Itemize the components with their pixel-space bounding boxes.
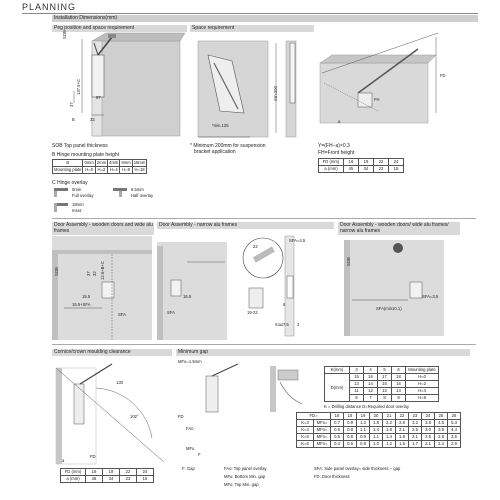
legend-sfa: SFA: Side panel overlay= side thickness − gap bbox=[314, 466, 401, 471]
cornice-cell: 19 bbox=[103, 469, 120, 476]
door-wood-37: 37 bbox=[86, 271, 91, 276]
c-inset-mm: 18mm bbox=[72, 202, 84, 207]
k-d-label: D(mm) bbox=[325, 374, 350, 402]
gap-cell: 1.7 bbox=[409, 441, 422, 448]
cornice-130: 130 bbox=[116, 380, 123, 385]
door-narrow-2: 2 bbox=[297, 322, 300, 327]
gap-cell: 2.5 bbox=[409, 427, 422, 434]
door-narrow-155: 15.5 bbox=[183, 294, 192, 299]
panel-header-door-narrow: Door Assembly - narrow alu frames bbox=[157, 222, 334, 229]
peg-dim-137: 137.5+C bbox=[76, 79, 81, 95]
b-cell: 9mm bbox=[121, 160, 131, 165]
formula-cell: 15 bbox=[389, 166, 404, 173]
gap-cell: 1.1 bbox=[370, 434, 383, 441]
k-cell: 12 bbox=[364, 388, 378, 395]
section-header-install: Installation Dimensions(mm) bbox=[52, 15, 478, 22]
b-cell: H=2 bbox=[95, 167, 107, 174]
k-cell: H=0 bbox=[406, 374, 439, 381]
cornice-drawing bbox=[52, 358, 170, 466]
door-wood2-drawing bbox=[338, 236, 458, 340]
gap-cell: K=4 bbox=[297, 427, 314, 434]
cornice-cell: FD (mm) bbox=[61, 469, 86, 476]
gap-cell: 0.6 bbox=[344, 441, 357, 448]
mingap-mfo: MFo=1.5mm bbox=[178, 359, 202, 364]
panel-header-space: Space requirement bbox=[190, 25, 314, 32]
gap-cell: 0.9 bbox=[344, 420, 357, 427]
k-cell: 7 bbox=[364, 395, 378, 402]
k-cell: H=9 bbox=[406, 395, 439, 402]
panel-header-door-wood2: Door Assembly - wooden doors/ wide alu frames/ narrow alu frames bbox=[338, 222, 460, 235]
gap-table-row bbox=[297, 434, 461, 441]
gap-cell: FD= bbox=[297, 413, 331, 420]
gap-cell: 25 bbox=[435, 413, 448, 420]
b-cell: H=4 bbox=[108, 167, 120, 174]
gap-cell: 24 bbox=[422, 413, 435, 420]
gap-cell: 0.7 bbox=[331, 420, 344, 427]
door-wood-sob: SOB bbox=[54, 267, 59, 276]
space-min200: min.200 bbox=[273, 86, 278, 101]
front-a: a bbox=[338, 119, 341, 124]
legend-mfu: MFu: Bottom Min. gap bbox=[224, 474, 266, 479]
mingap-fd: FD bbox=[178, 414, 184, 419]
gap-cell: 20 bbox=[370, 413, 383, 420]
k-cell: 18 bbox=[392, 374, 406, 381]
k-cell: 16 bbox=[364, 374, 378, 381]
formula-cell: 23 bbox=[374, 166, 389, 173]
gap-cell: 1.2 bbox=[383, 441, 396, 448]
gap-table bbox=[296, 412, 461, 448]
k-cell: 13 bbox=[350, 381, 364, 388]
peg-dim-37: 37 bbox=[69, 102, 74, 107]
space-diagram bbox=[190, 33, 312, 141]
cornice-diagram bbox=[52, 358, 170, 466]
gap-cell: 2.9 bbox=[435, 434, 448, 441]
b-cell: 18mm bbox=[133, 160, 146, 165]
door-wood-sfa: 15.5+SFA bbox=[72, 302, 91, 307]
formula-fh: FH=Front height bbox=[318, 150, 355, 156]
k-table bbox=[324, 366, 439, 402]
k-cell: 4 bbox=[364, 367, 378, 374]
cornice-a: a bbox=[62, 458, 65, 463]
k-cell: 11 bbox=[350, 388, 364, 395]
gap-cell: 23 bbox=[409, 413, 422, 420]
b-cell: 0mm bbox=[84, 160, 94, 165]
formula-cell: 24 bbox=[389, 159, 404, 166]
gap-cell: 1.8 bbox=[396, 434, 409, 441]
gap-cell: 26 bbox=[448, 413, 461, 420]
gap-cell: 5.3 bbox=[448, 420, 461, 427]
gap-table-header bbox=[297, 413, 461, 420]
gap-cell: 2.6 bbox=[396, 420, 409, 427]
mingap-drawing bbox=[178, 364, 318, 412]
door-wood-155: 15.5 bbox=[82, 294, 91, 299]
peg-sob-label: SOB bbox=[62, 30, 67, 39]
gap-cell: 3.5 bbox=[435, 427, 448, 434]
k-cell: H=2 bbox=[406, 381, 439, 388]
door-wood2-sfa35: SFA=3.5 bbox=[422, 294, 439, 299]
gap-cell: 0.8 bbox=[344, 427, 357, 434]
gap-cell: 2.1 bbox=[409, 434, 422, 441]
gap-cell: K=6 bbox=[297, 441, 314, 448]
formula-cell: 45 bbox=[344, 166, 359, 173]
formula-table-row bbox=[319, 166, 404, 173]
b-cell: 2mm bbox=[96, 160, 107, 165]
cornice-cell: 23 bbox=[120, 476, 137, 483]
k-cell: 17 bbox=[378, 374, 392, 381]
half-overlay-icon bbox=[113, 188, 127, 197]
gap-cell: 1.4 bbox=[383, 434, 396, 441]
k-cell: 8 bbox=[378, 395, 392, 402]
gap-cell: 0.4 bbox=[331, 441, 344, 448]
row-divider-1 bbox=[52, 218, 476, 219]
door-narrow-sfa45: SFA=4.5 bbox=[289, 238, 306, 243]
legend-f: F: Gap bbox=[182, 466, 195, 471]
gap-cell: 4.4 bbox=[448, 427, 461, 434]
k-caption: K = Drilling distance D=Required door overlay bbox=[324, 404, 409, 409]
cornice-cell: 22 bbox=[120, 469, 137, 476]
gap-cell: 3.2 bbox=[409, 420, 422, 427]
min-note-2: bracket application bbox=[194, 149, 236, 155]
door-wood2-diagram bbox=[338, 236, 458, 340]
k-cell: 9 bbox=[392, 395, 406, 402]
door-wood-32: 32 bbox=[92, 271, 97, 276]
peg-dim-b: B bbox=[72, 117, 75, 122]
gap-cell: 2.4 bbox=[435, 441, 448, 448]
legend-fd: FD: Door thickness bbox=[314, 474, 350, 479]
c-title: C Hinge overlay bbox=[52, 180, 88, 186]
b-title: B Hinge mounting plate height bbox=[52, 152, 119, 158]
front-fh: FH bbox=[374, 97, 380, 102]
gap-cell: 3.8 bbox=[422, 420, 435, 427]
panel-header-door-wood: Door Assembly - wooden doors and wide alu frames bbox=[54, 222, 153, 234]
formula-cell: 16 bbox=[344, 159, 359, 166]
b-table bbox=[52, 159, 147, 174]
formula-cell: FD (mm) bbox=[319, 159, 344, 166]
mingap-mfu: MFu bbox=[186, 446, 195, 451]
gap-cell: 18 bbox=[344, 413, 357, 420]
peg-drawing bbox=[52, 33, 185, 138]
door-narrow-1922: 19-22 bbox=[247, 310, 258, 315]
b-table-row-1 bbox=[53, 160, 147, 167]
door-narrow-diagram bbox=[157, 232, 332, 340]
cornice-cell: 24 bbox=[137, 469, 154, 476]
gap-cell: 2.1 bbox=[422, 441, 435, 448]
c-full-mm: 0mm bbox=[72, 187, 82, 192]
cornice-cell: 34 bbox=[103, 476, 120, 483]
legend-mfo: MFo: Top Min. gap bbox=[224, 482, 259, 487]
gap-table-row bbox=[297, 441, 461, 448]
door-wood2-sob: SOB bbox=[346, 257, 351, 266]
door-narrow-6: 6 bbox=[283, 302, 286, 307]
mingap-fao: FAo bbox=[186, 426, 194, 431]
space-drawing bbox=[190, 33, 312, 141]
cornice-cell: 45 bbox=[86, 476, 103, 483]
door-narrow-drawing bbox=[157, 232, 332, 340]
gap-cell: 0.6 bbox=[331, 427, 344, 434]
k-cell: Mounting plate bbox=[406, 367, 439, 374]
cornice-table-header bbox=[61, 469, 154, 476]
gap-table-row bbox=[297, 427, 461, 434]
gap-cell: 1.2 bbox=[357, 420, 370, 427]
formula-y: Y=(FH−a)×0.3 bbox=[318, 143, 350, 149]
b-cell: 4mm bbox=[109, 160, 119, 165]
full-overlay-icon bbox=[54, 188, 68, 197]
gap-cell: 0.5 bbox=[331, 434, 344, 441]
min-note-1: * Minimum 200mm for suspension bbox=[190, 143, 266, 149]
b-cell: H=9 bbox=[120, 167, 132, 174]
gap-cell: 1.1 bbox=[357, 427, 370, 434]
mingap-f: F bbox=[198, 452, 201, 457]
gap-cell: 0.8 bbox=[344, 434, 357, 441]
formula-cell: 19 bbox=[359, 159, 374, 166]
gap-cell: 2.2 bbox=[383, 420, 396, 427]
page-title: PLANNING bbox=[22, 2, 77, 12]
gap-cell: 4.5 bbox=[435, 420, 448, 427]
door-wood-125: 12.5+B+C bbox=[100, 261, 105, 280]
k-table-header bbox=[325, 367, 439, 374]
gap-cell: 16 bbox=[331, 413, 344, 420]
k-cell: 15 bbox=[350, 374, 364, 381]
door-wood-diagram bbox=[52, 236, 152, 340]
k-cell: K(mm) bbox=[325, 367, 350, 374]
panel-header-cornice: Cornice/crown moulding clearance bbox=[52, 349, 172, 356]
gap-cell: 2.1 bbox=[396, 427, 409, 434]
k-cell: H=4 bbox=[406, 388, 439, 395]
k-cell: 15 bbox=[378, 381, 392, 388]
formula-cell: a (mm) bbox=[319, 166, 344, 173]
k-cell: 16 bbox=[392, 381, 406, 388]
door-wood2-sfa-min: SFA(min10.1) bbox=[376, 306, 402, 311]
cornice-cell: a (mm) bbox=[61, 476, 86, 483]
formula-cell: 22 bbox=[374, 159, 389, 166]
gap-table-row bbox=[297, 420, 461, 427]
k-cell: 5 bbox=[378, 367, 392, 374]
cornice-table bbox=[60, 468, 154, 483]
legend-fao: FAo: Top panel overlay bbox=[224, 466, 267, 471]
sob-note: SOB Top panel thickness bbox=[52, 143, 108, 149]
gap-cell: 21 bbox=[383, 413, 396, 420]
cornice-table-row bbox=[61, 476, 154, 483]
cornice-102: 102° bbox=[130, 414, 139, 419]
gap-cell: 0.8 bbox=[357, 441, 370, 448]
c-inset-label: Inset bbox=[72, 208, 82, 213]
inset-icon bbox=[54, 203, 68, 212]
space-min125: *min.125 bbox=[212, 123, 229, 128]
door-narrow-sfa: SFA bbox=[167, 310, 175, 315]
gap-cell: 0.9 bbox=[357, 434, 370, 441]
title-rule bbox=[22, 13, 478, 14]
panel-header-mingap: Minimum gap bbox=[176, 349, 470, 356]
b-table-row-2 bbox=[53, 167, 147, 174]
peg-dim-97: 97 bbox=[96, 95, 101, 100]
front-drawing bbox=[318, 33, 458, 141]
gap-cell: 2.5 bbox=[422, 434, 435, 441]
b-cell: Mounting plate bbox=[54, 167, 82, 172]
c-half-mm: 9.5mm bbox=[131, 187, 144, 192]
mingap-diagram bbox=[178, 364, 318, 412]
peg-diagram bbox=[52, 30, 185, 138]
c-full-label: Full overlay bbox=[72, 193, 94, 198]
gap-cell: 19 bbox=[357, 413, 370, 420]
front-diagram bbox=[318, 33, 458, 141]
b-cell: B bbox=[53, 160, 83, 167]
door-narrow-max: max7.5 bbox=[275, 322, 289, 327]
formula-table-header bbox=[319, 159, 404, 166]
door-wood-drawing bbox=[52, 236, 152, 340]
formula-cell: 34 bbox=[359, 166, 374, 173]
b-cell: H=0 bbox=[83, 167, 95, 174]
cornice-fd: FD bbox=[90, 454, 96, 459]
front-fd: FD bbox=[440, 73, 446, 78]
peg-dim-32: 32 bbox=[90, 117, 95, 122]
gap-cell: MFo= bbox=[314, 441, 331, 448]
row-divider-2 bbox=[52, 344, 476, 345]
k-cell: 14 bbox=[392, 388, 406, 395]
gap-cell: MFo= bbox=[314, 434, 331, 441]
formula-table bbox=[318, 158, 404, 173]
gap-cell: 1.8 bbox=[370, 420, 383, 427]
door-wood-sfa2: SFA bbox=[118, 312, 126, 317]
c-half-label: Half overlay bbox=[131, 193, 154, 198]
cornice-cell: 16 bbox=[86, 469, 103, 476]
b-cell: H=18 bbox=[132, 167, 147, 174]
gap-cell: 22 bbox=[396, 413, 409, 420]
gap-cell: 2.9 bbox=[448, 441, 461, 448]
gap-cell: MFo= bbox=[314, 427, 331, 434]
gap-cell: 1.4 bbox=[370, 427, 383, 434]
cornice-cell: 15 bbox=[137, 476, 154, 483]
gap-cell: 1.5 bbox=[396, 441, 409, 448]
panel-header-peg: Peg position and space requirement bbox=[52, 25, 187, 32]
k-cell: 13 bbox=[378, 388, 392, 395]
gap-cell: 3.5 bbox=[448, 434, 461, 441]
k-cell: 14 bbox=[364, 381, 378, 388]
gap-cell: 1.0 bbox=[370, 441, 383, 448]
k-cell: 3 bbox=[350, 367, 364, 374]
gap-cell: 3.0 bbox=[422, 427, 435, 434]
k-table-row bbox=[325, 374, 439, 381]
door-narrow-22: 22 bbox=[253, 244, 258, 249]
k-cell: 6 bbox=[392, 367, 406, 374]
gap-cell: K=3 bbox=[297, 420, 314, 427]
gap-cell: K=5 bbox=[297, 434, 314, 441]
gap-cell: MFo= bbox=[314, 420, 331, 427]
gap-cell: 1.8 bbox=[383, 427, 396, 434]
k-cell: 6 bbox=[350, 395, 364, 402]
